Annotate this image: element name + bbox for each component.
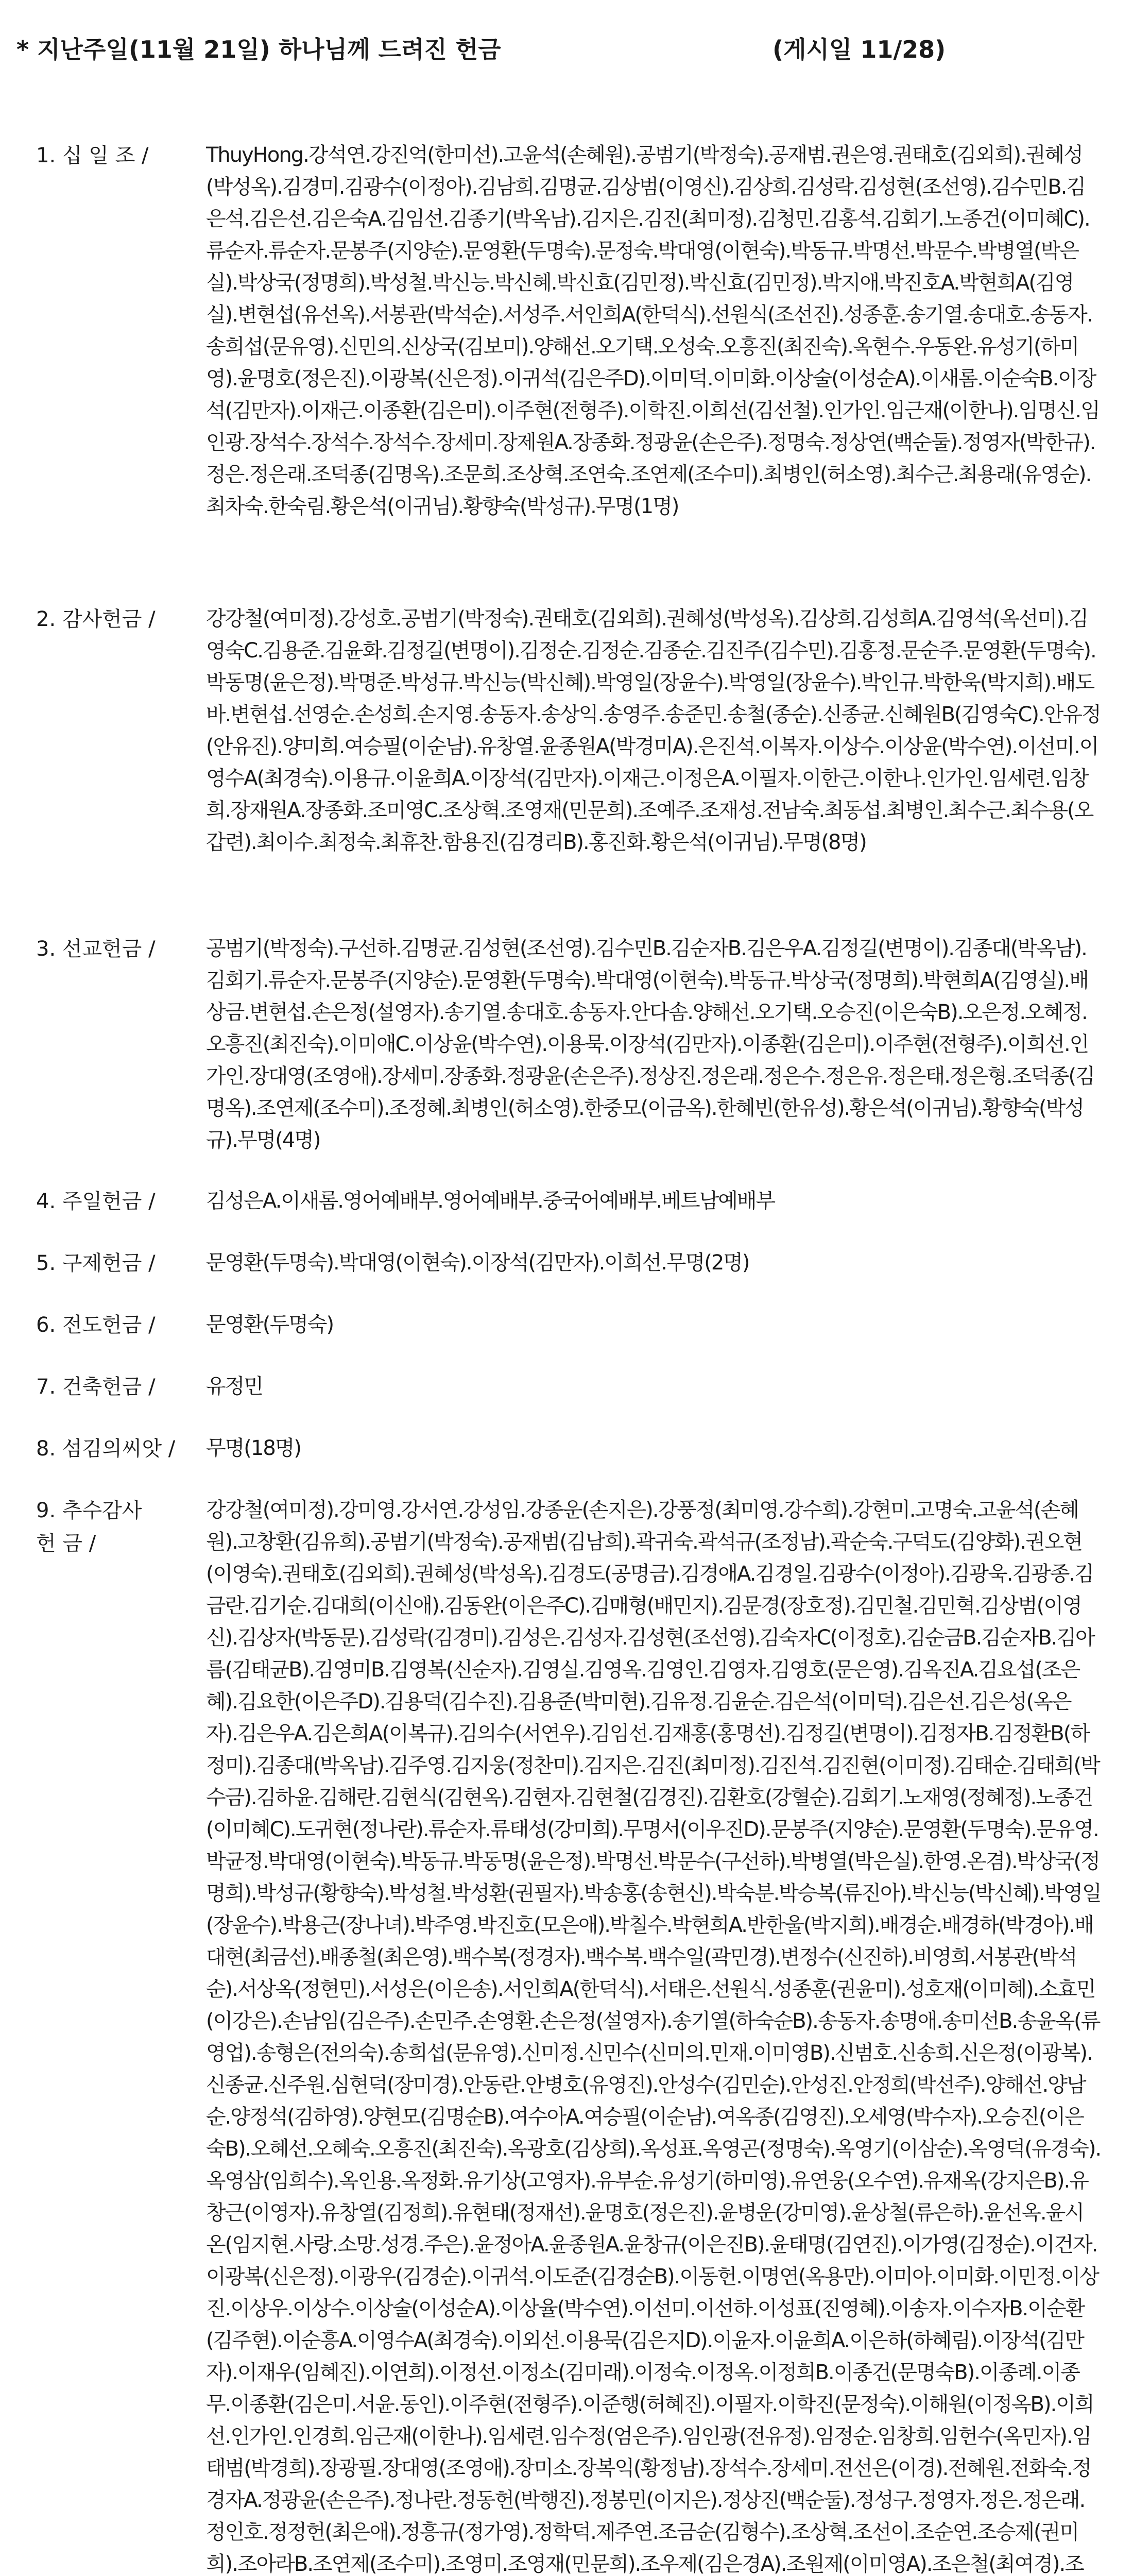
section-label: 4. 주일헌금 / <box>36 1190 156 1213</box>
section-donor-list: 무명(18명) <box>206 1436 301 1460</box>
posted-date: (게시일 11/28) <box>772 36 946 63</box>
section-donor-list: 공범기(박정숙).구선하.김명균.김성현(조선영).김수민B.김순자B.김은우A.김정길(변명이).김종대(박옥남).김회기.류순자.문봉주(지양순).문영환(두명숙).박대영(이현숙).박동규.박상국(정명희).박현희A(김영실).배상금.변현섭.손은정(설영자).송기열.송대호.송동자.안다솜.양해선.오기택.오승진(이은숙B).오은정.오혜정.오흥진(최진숙).이미애C.이상윤(박수연).이용묵.이장석(김만자).이종환(김은미).이주현(전형주).이희선.인가인.장대영(조영애).장세미.장종화.정광윤(손은주).정상진.정은래.정은수.정은유.정은태.정은형.조덕종(김명옥).조연제(조수미).조정혜.최병인(허소영).한중모(이금옥).한혜빈(한유성).황은석(이귀님).황향숙(박성규).무명(4명) <box>206 937 1094 1152</box>
section-donor-list: 문영환(두명숙) <box>206 1313 334 1336</box>
section-donor-list: 김성은A.이새롬.영어예배부.영어예배부.중국어예배부.베트남예배부 <box>206 1189 775 1213</box>
section-label: 5. 구제헌금 / <box>36 1251 156 1275</box>
page-title: * 지난주일(11월 21일) 하나님께 드려진 헌금 <box>16 36 501 63</box>
section-label: 9. 추수감사 헌 금 / <box>36 1499 142 1555</box>
section-donor-list: 강강철(여미정).강미영.강서연.강성임.강종운(손지은).강풍정(최미영.강수희).강현미.고명숙.고윤석(손혜원).고창환(김유희).공범기(박정숙).공재범(김남희).곽귀숙.곽석규(조정남).곽순숙.구덕도(김양화).권오현(이영숙).권태호(김외희).권혜성(박성옥).김경도(공명금).김경애A.김경일.김광수(이정아).김광욱.김광종.김금란.김기순.김대희(이신애).김동완(이은주C).김매형(배민지).김문경(장호정).김민철.김민혁.김상범(이영신).김상자(박동문).김성락(김경미).김성은.김성자.김성현(조선영).김숙자C(이정호).김순금B.김순자B.김아름(김태균B).김영미B.김영복(신순자).김영실.김영옥.김영인.김영자.김영호(문은영).김옥진A.김요섭(조은혜).김요한(이은주D).김용덕(김수진).김용준(박미현).김유정.김윤순.김은석(이미덕).김은선.김은성(옥은자).김은우A.김은희A(이복규).김의수(서연우).김임선.김재홍(홍명선).김정길(변명이).김정자B.김정환B(하정미).김종대(박옥남).김주영.김지웅(정찬미).김지은.김진(최미정).김진석.김진현(이미정).김태순.김태희(박수금).김하윤.김해란.김현식(김현옥).김현자.김현철(김경진).김환호(강혈순).김회기.노재영(정혜정).노종건(이미혜C).도귀현(정나란).류순자.류태성(강미희).무명서(이우진D).문봉주(지양순).문영환(두명숙).문유영.박균정.박대영(이현숙).박동규.박동명(윤은정).박명선.박문수(구선하).박병열(박은실).한영.온겸).박상국(정명희).박성규(황향숙).박성철.박성환(권필자).박송홍(송현신).박숙분.박승복(류진아).박신능(박신혜).박영일(장윤수).박용근(장나녀).박주영.박진호(모은애).박칠수.박현희A.반한울(박지희).배경순.배경하(박경아).배대현(최금선).배종철(최은영).백수복(정경자).백수복.백수일(곽민경).변정수(신진하).비영희.서봉관(박석순).서상옥(정현민).서성은(이은송).서인희A(한덕식).서태은.선원식.성종훈(권윤미).성호재(이미혜).소효민(이강은).손남임(김은주).손민주.손영환.손은정(설영자).송기열(하숙순B).송동자.송명애.송미선B.송윤옥(류영업).송형은(전의숙).송희섭(문유영).신미정.신민수(신미의.민재.이미영B).신범호.신송희.신은정(이광복).신종균.신주원.심현덕(장미경).안동란.안병호(유영진).안성수(김민순).안성진.안정희(박선주).양해선.양남순.양정석(김하영).양현모(김명순B).여수아A.여승필(이순남).여옥종(김영진).오세영(박수자).오승진(이은숙B).오혜선.오혜숙.오흥진(최진숙).옥광호(김상희).옥성표.옥영곤(정명숙).옥영기(이삼순).옥영덕(유경숙).옥영삼(임희수).옥인용.옥정화.유기상(고영자).유부순.유성기(하미영).유연웅(오수연).유재옥(강지은B).유창근(이영자).유창열(김정희).유현태(정재선).윤명호(정은진).윤병운(강미영).윤상철(류은하).윤선옥.윤시온(임지현.사랑.소망.성경.주은).윤정아A.윤종원A.윤창규(이은진B).윤태명(김연진).이가영(김정순).이건자.이광복(신은정).이광우(김경순).이귀석.이도준(김경순B).이동헌.이명연(옥용만).이미아.이미화.이민정.이상진.이상우.이상수.이상술(이성순A).이상율(박수연).이선미.이선하.이성표(진영혜).이송자.이수자B.이순환(김주현).이순흥A.이영수A(최경숙).이외선.이용묵(김은지D).이윤자.이윤희A.이은하(하혜림).이장석(김만자).이재우(임혜진).이연희).이정선.이정소(김미래).이정숙.이정옥.이정희B.이종건(문명숙B).이종례.이종무.이종환(김은미.서윤.동인).이주현(전형주).이준행(허혜진).이필자.이학진(문정숙).이해원(이정옥B).이희선.인가인.인경희.임근재(이한나).임세련.임수정(엄은주).임인광(전유정).임정순.임창희.임헌수(옥민자).임태범(박경희).장광필.장대영(조영애).장미소.장복익(황정남).장석수.장세미.전선은(이경).전혜원.전화숙.정경자A.정광윤(손은주).정나란.정동헌(박행진).정봉민(이지은).정상진(백순둘).정성구.정영자.정은.정은래.정인호.정정헌(최은애).정흥규(정가영).정학덕.제주연.조금순(김형수).조상혁.조선이.조순연.조승제(권미희).조아라B.조연제(조수미).조영미.조영재(민문희).조우제(김은경A).조원제(이미영A).조은철(최여경).조 <box>206 1498 1101 2576</box>
section-donor-list: 유정민 <box>206 1375 263 1398</box>
document-header <box>0 31 1133 72</box>
section-donor-list: 문영환(두명숙).박대영(이현숙).이장석(김만자).이희선.무명(2명) <box>206 1251 749 1275</box>
section-label: 2. 감사헌금 / <box>36 607 156 631</box>
section-label: 8. 섬김의씨앗 / <box>36 1437 176 1461</box>
section-donor-list: ThuyHong.강석연.강진억(한미선).고윤석(손혜원).공범기(박정숙).공재범.권은영.권태호(김외희).권혜성(박성옥).김경미.김광수(이정아).김남희.김명균.김상범(이영신).김상희.김성락.김성현(조선영).김수민B.김은석.김은선.김은숙A.김임선.김종기(박옥남).김지은.김진(최미정).김청민.김홍석.김회기.노종건(이미혜C).류순자.류순자.문봉주(지양순).문영환(두명숙).문정숙.박대영(이현숙).박동규.박명선.박문수.박병열(박은실).박상국(정명희).박성철.박신능.박신혜.박신효(김민정).박신효(김민정).박지애.박진호A.박현희A(김영실).변현섭(유선옥).서봉관(박석순).서성주.서인희A(한덕식).선원식(조선진).성종훈.송기열.송대호.송동자.송희섭(문유영).신민의.신상국(김보미).양해선.오기택.오성숙.오흥진(최진숙).옥현수.우동완.유성기(하미영).윤명호(정은진).이광복(신은정).이귀석(김은주D).이미덕.이미화.이상술(이성순A).이새롬.이순숙B.이장석(김만자).이재근.이종환(김은미).이주현(전형주).이학진.이희선(김선철).인가인.임근재(이한나).임명신.임인광.장석수.장석수.장석수.장세미.장제원A.장종화.정광윤(손은주).정명숙.정상연(백순둘).정영자(박한규).정은.정은래.조덕종(김명옥).조문희.조상혁.조연숙.조연제(조수미).최병인(허소영).최수근.최용래(유영순).최차숙.한숙림.황은석(이귀님).황향숙(박성규).무명(1명) <box>206 143 1100 518</box>
section-label: 7. 건축헌금 / <box>36 1375 156 1399</box>
section-label: 3. 선교헌금 / <box>36 937 156 961</box>
section-label: 1. 십 일 조 / <box>36 144 149 167</box>
section-donor-list: 강강철(여미정).강성호.공범기(박정숙).권태호(김외희).권혜성(박성옥).김상희.김성희A.김영석(옥선미).김영숙C.김용준.김윤화.김정길(변명이).김정순.김정순.김종순.김진주(김수민).김홍정.문순주.문영환(두명숙).박동명(윤은정).박명준.박성규.박신능(박신혜).박영일(장윤수).박영일(장윤수).박인규.박한욱(박지희).배도바.변현섭.선영순.손성희.손지영.송동자.송상익.송영주.송준민.송철(종순).신종균.신혜원B(김영숙C).안유정(안유진).양미희.여승필(이순남).유창열.윤종원A(박경미A).은진석.이복자.이상수.이상윤(박수연).이선미.이영수A(최경숙).이용규.이윤희A.이장석(김만자).이재근.이정은A.이필자.이한근.이한나.인가인.임세련.임창희.장재원A.장종화.조미영C.조상혁.조영재(민문희).조예주.조재성.전남숙.최동섭.최병인.최수근.최수용(오갑련).최이수.최정숙.최휴찬.함용진(김경리B).홍진화.황은석(이귀님).무명(8명) <box>206 607 1101 854</box>
section-label: 6. 전도헌금 / <box>36 1313 156 1337</box>
